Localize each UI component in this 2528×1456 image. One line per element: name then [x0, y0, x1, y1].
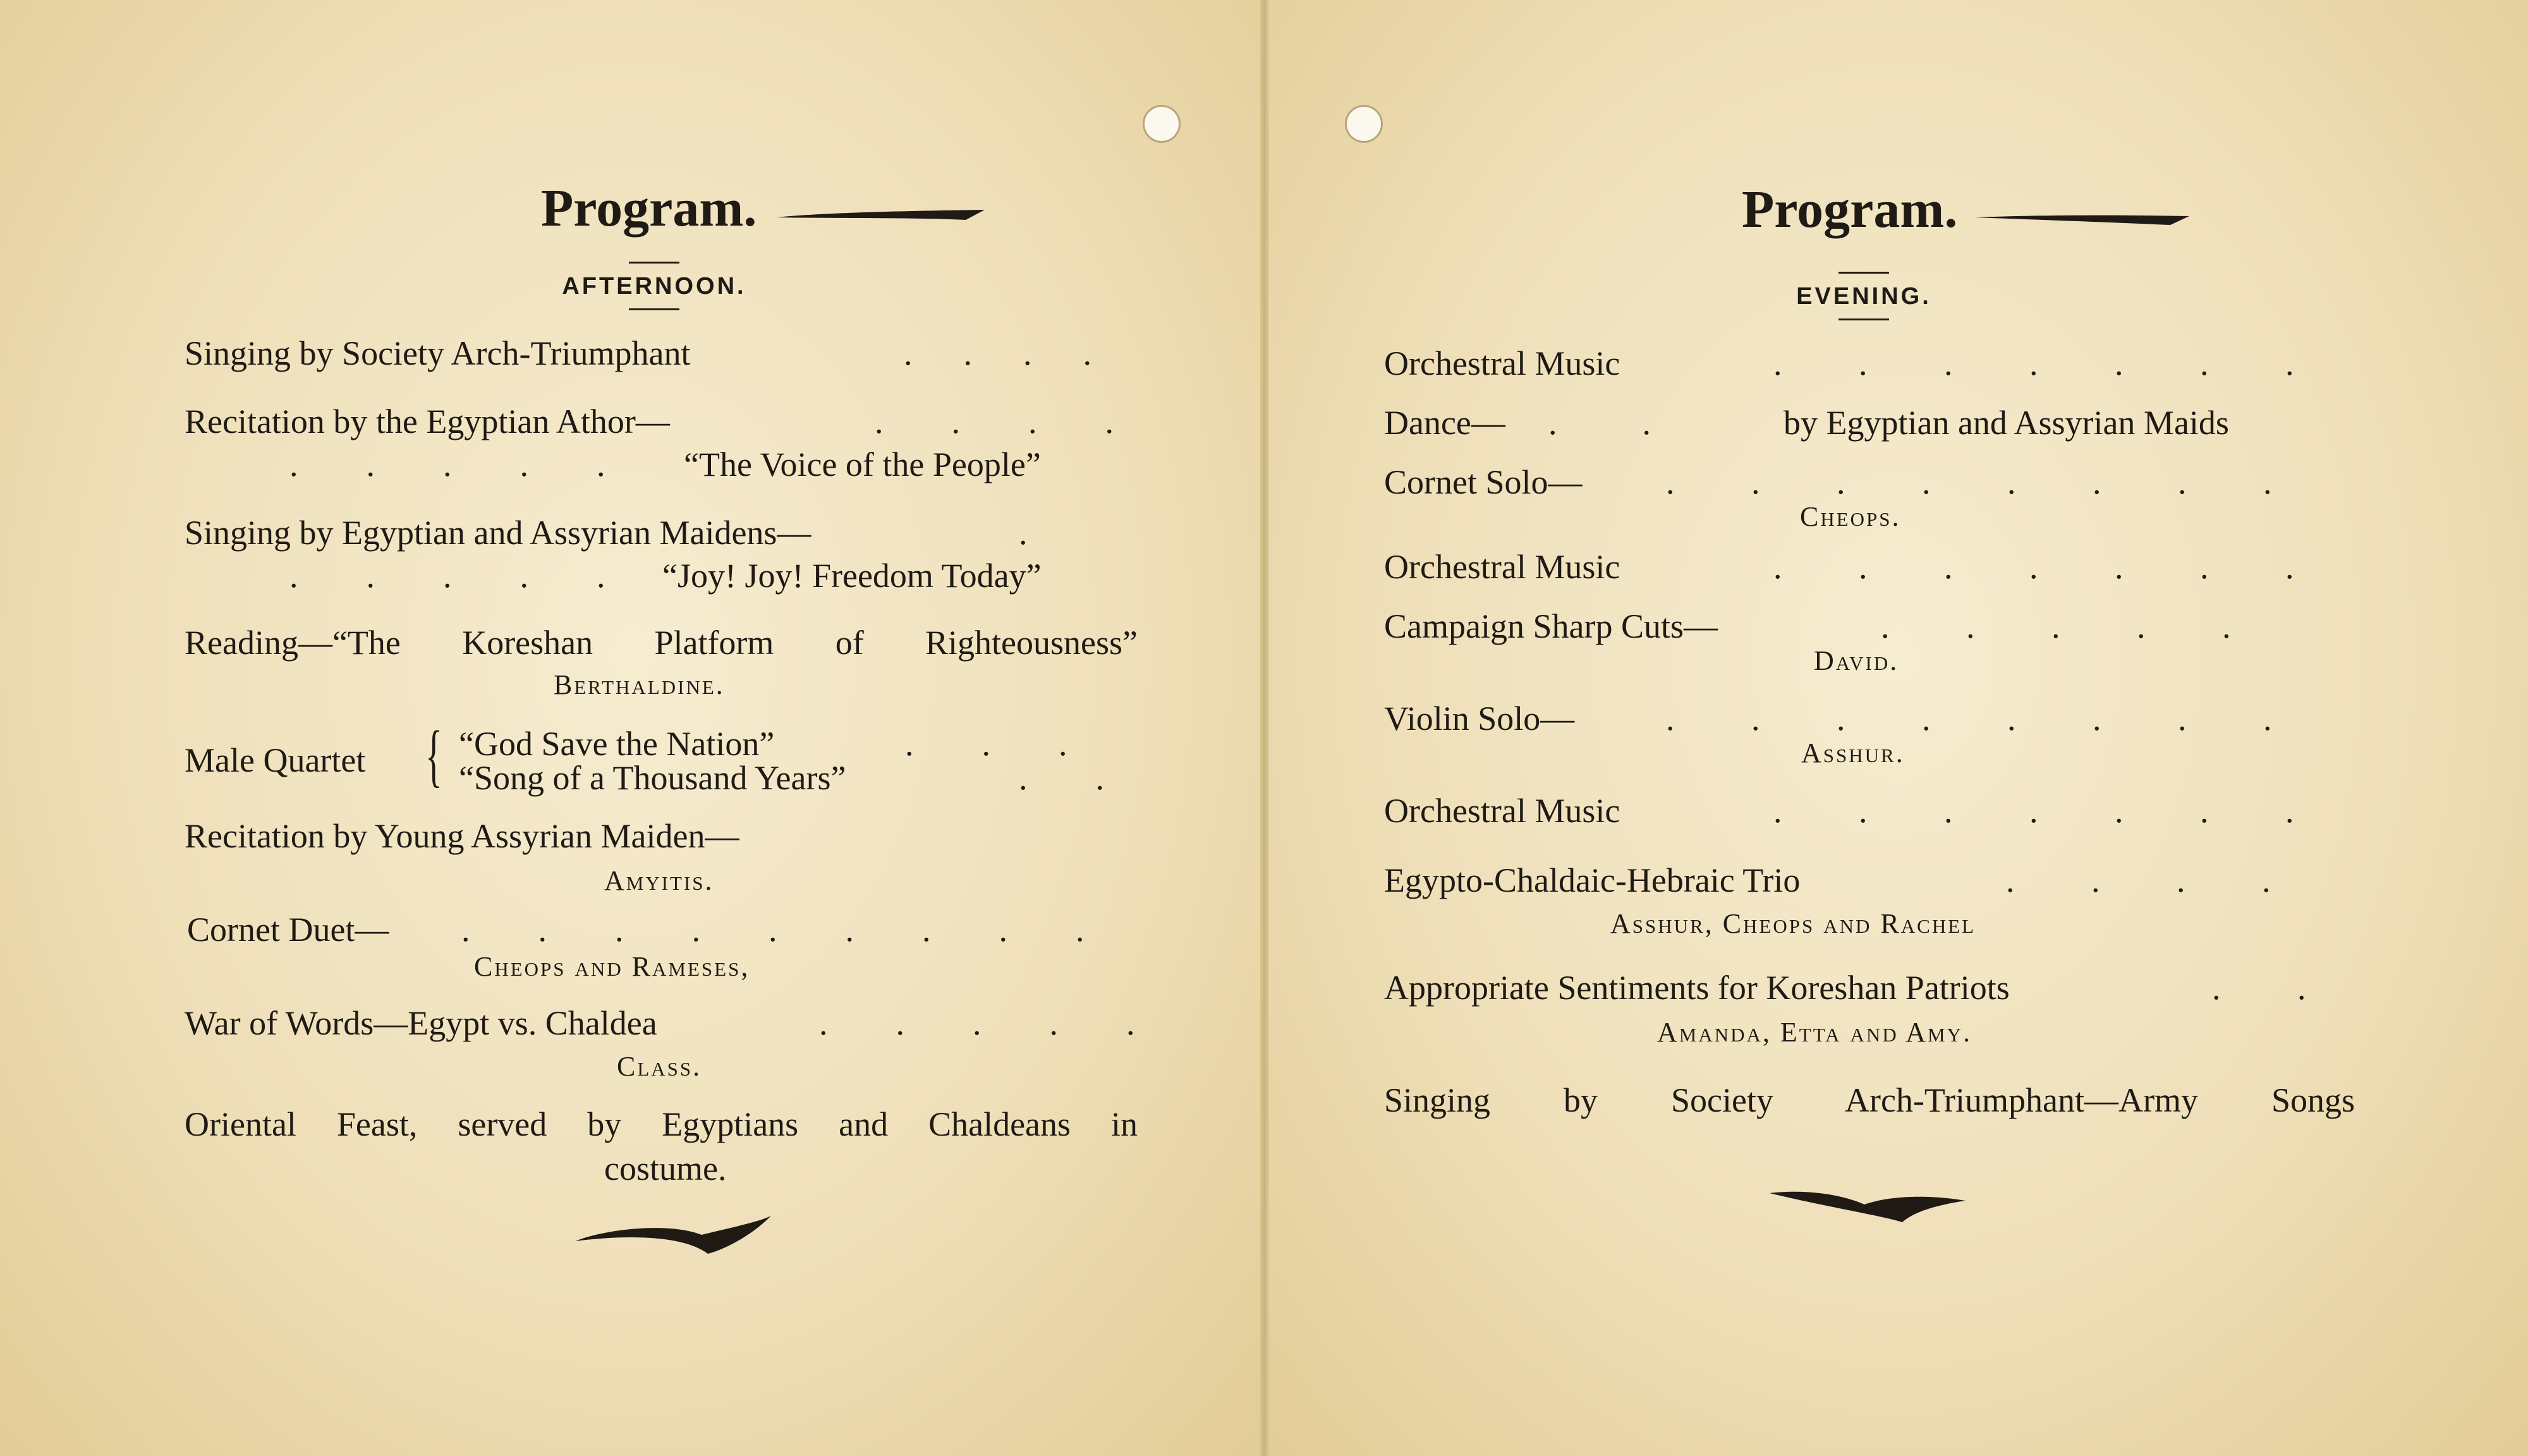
center-fold — [1260, 0, 1269, 1456]
leader-dots: . . . . . — [289, 446, 605, 483]
left-program-title: Program. — [541, 179, 757, 238]
right-item-5-performer: David. — [1814, 645, 1899, 676]
left-item-8: War of Words—Egypt vs. Chaldea — [185, 1004, 657, 1042]
right-section-heading: EVENING. — [1759, 283, 1968, 310]
left-bottom-flourish — [569, 1210, 777, 1260]
leader-dots: . . — [1548, 404, 1651, 442]
right-title-flourish — [1974, 209, 2189, 234]
right-item-9-performer: Amanda, Etta and Amy. — [1657, 1017, 1972, 1048]
leader-dots: . . . . . — [819, 1004, 1135, 1042]
leader-dots: . . . . . — [289, 557, 605, 595]
left-item-3: Singing by Egyptian and Assyrian Maidens— — [185, 514, 811, 552]
right-item-8-performer: Asshur, Cheops and Rachel — [1610, 908, 1976, 939]
left-item-1: Singing by Society Arch-Triumphant — [185, 334, 691, 372]
right-item-6-performer: Asshur. — [1801, 737, 1905, 768]
leader-dots: . . . . . . . — [1773, 792, 2294, 830]
left-title-flourish — [776, 206, 985, 228]
right-item-2: Dance— — [1384, 404, 1505, 442]
leader-dots: . . . . . — [1881, 607, 2231, 645]
leader-dots: . . . . — [904, 334, 1091, 372]
right-item-2-detail: by Egyptian and Assyrian Maids — [1784, 404, 2229, 442]
right-bottom-flourish — [1763, 1183, 1972, 1234]
leader-dots: . . . . . . . — [1773, 344, 2294, 382]
leader-dots: . . . . . . . . — [1666, 700, 2272, 737]
left-item-6: Recitation by Young Assyrian Maiden— — [185, 817, 739, 855]
left-item-6-performer: Amyitis. — [604, 865, 714, 896]
left-section-heading: AFTERNOON. — [544, 273, 765, 300]
right-item-3-performer: Cheops. — [1800, 501, 1901, 532]
right-item-6: Violin Solo— — [1384, 700, 1575, 737]
right-item-7: Orchestral Music — [1384, 792, 1620, 830]
leader-dots: . . . . . . . . — [1666, 463, 2272, 501]
left-item-7: Cornet Duet— — [187, 911, 389, 949]
left-item-9-continuation: costume. — [604, 1150, 727, 1187]
punch-hole-left — [1143, 105, 1181, 143]
left-item-3-detail: “Joy! Joy! Freedom Today” — [662, 557, 1042, 595]
left-item-9: Oriental Feast, served by Egyptians and Chaldeans in — [185, 1105, 1138, 1143]
right-item-9: Appropriate Sentiments for Koreshan Patriots — [1384, 969, 2010, 1007]
left-item-8-performer: Class. — [617, 1051, 702, 1082]
right-item-5: Campaign Sharp Cuts— — [1384, 607, 1718, 645]
leader-dots: . . . . — [2006, 861, 2271, 899]
left-item-5-song-2: “Song of a Thousand Years” — [459, 759, 846, 797]
quartet-brace: { — [425, 717, 442, 794]
left-item-4-performer: Berthaldine. — [554, 669, 725, 700]
right-item-8: Egypto-Chaldaic-Hebraic Trio — [1384, 861, 1801, 899]
leader-dots: . . — [2212, 969, 2306, 1007]
left-item-7-performer: Cheops and Rameses, — [474, 951, 750, 982]
right-item-4: Orchestral Music — [1384, 548, 1620, 586]
left-item-2-detail: “The Voice of the People” — [684, 446, 1041, 483]
punch-hole-right — [1345, 105, 1383, 143]
leader-dots: . . — [1019, 759, 1104, 797]
leader-dots: . . . . . . . . . — [461, 911, 1085, 949]
leader-dots: . — [1019, 514, 1028, 552]
left-item-2: Recitation by the Egyptian Athor— — [185, 403, 670, 440]
leader-dots: . . . . . . . — [1773, 548, 2294, 586]
left-item-4: Reading—“The Koreshan Platform of Righteousness” — [185, 624, 1138, 662]
leader-dots: . . . — [905, 725, 1067, 763]
left-item-5-song-1: “God Save the Nation” — [459, 725, 775, 763]
right-program-title: Program. — [1742, 180, 1958, 239]
right-item-3: Cornet Solo— — [1384, 463, 1583, 501]
leader-dots: . . . . — [875, 403, 1114, 440]
right-item-1: Orchestral Music — [1384, 344, 1620, 382]
right-item-10: Singing by Society Arch-Triumphant—Army Songs — [1384, 1081, 2355, 1119]
left-item-5: Male Quartet — [185, 741, 366, 779]
